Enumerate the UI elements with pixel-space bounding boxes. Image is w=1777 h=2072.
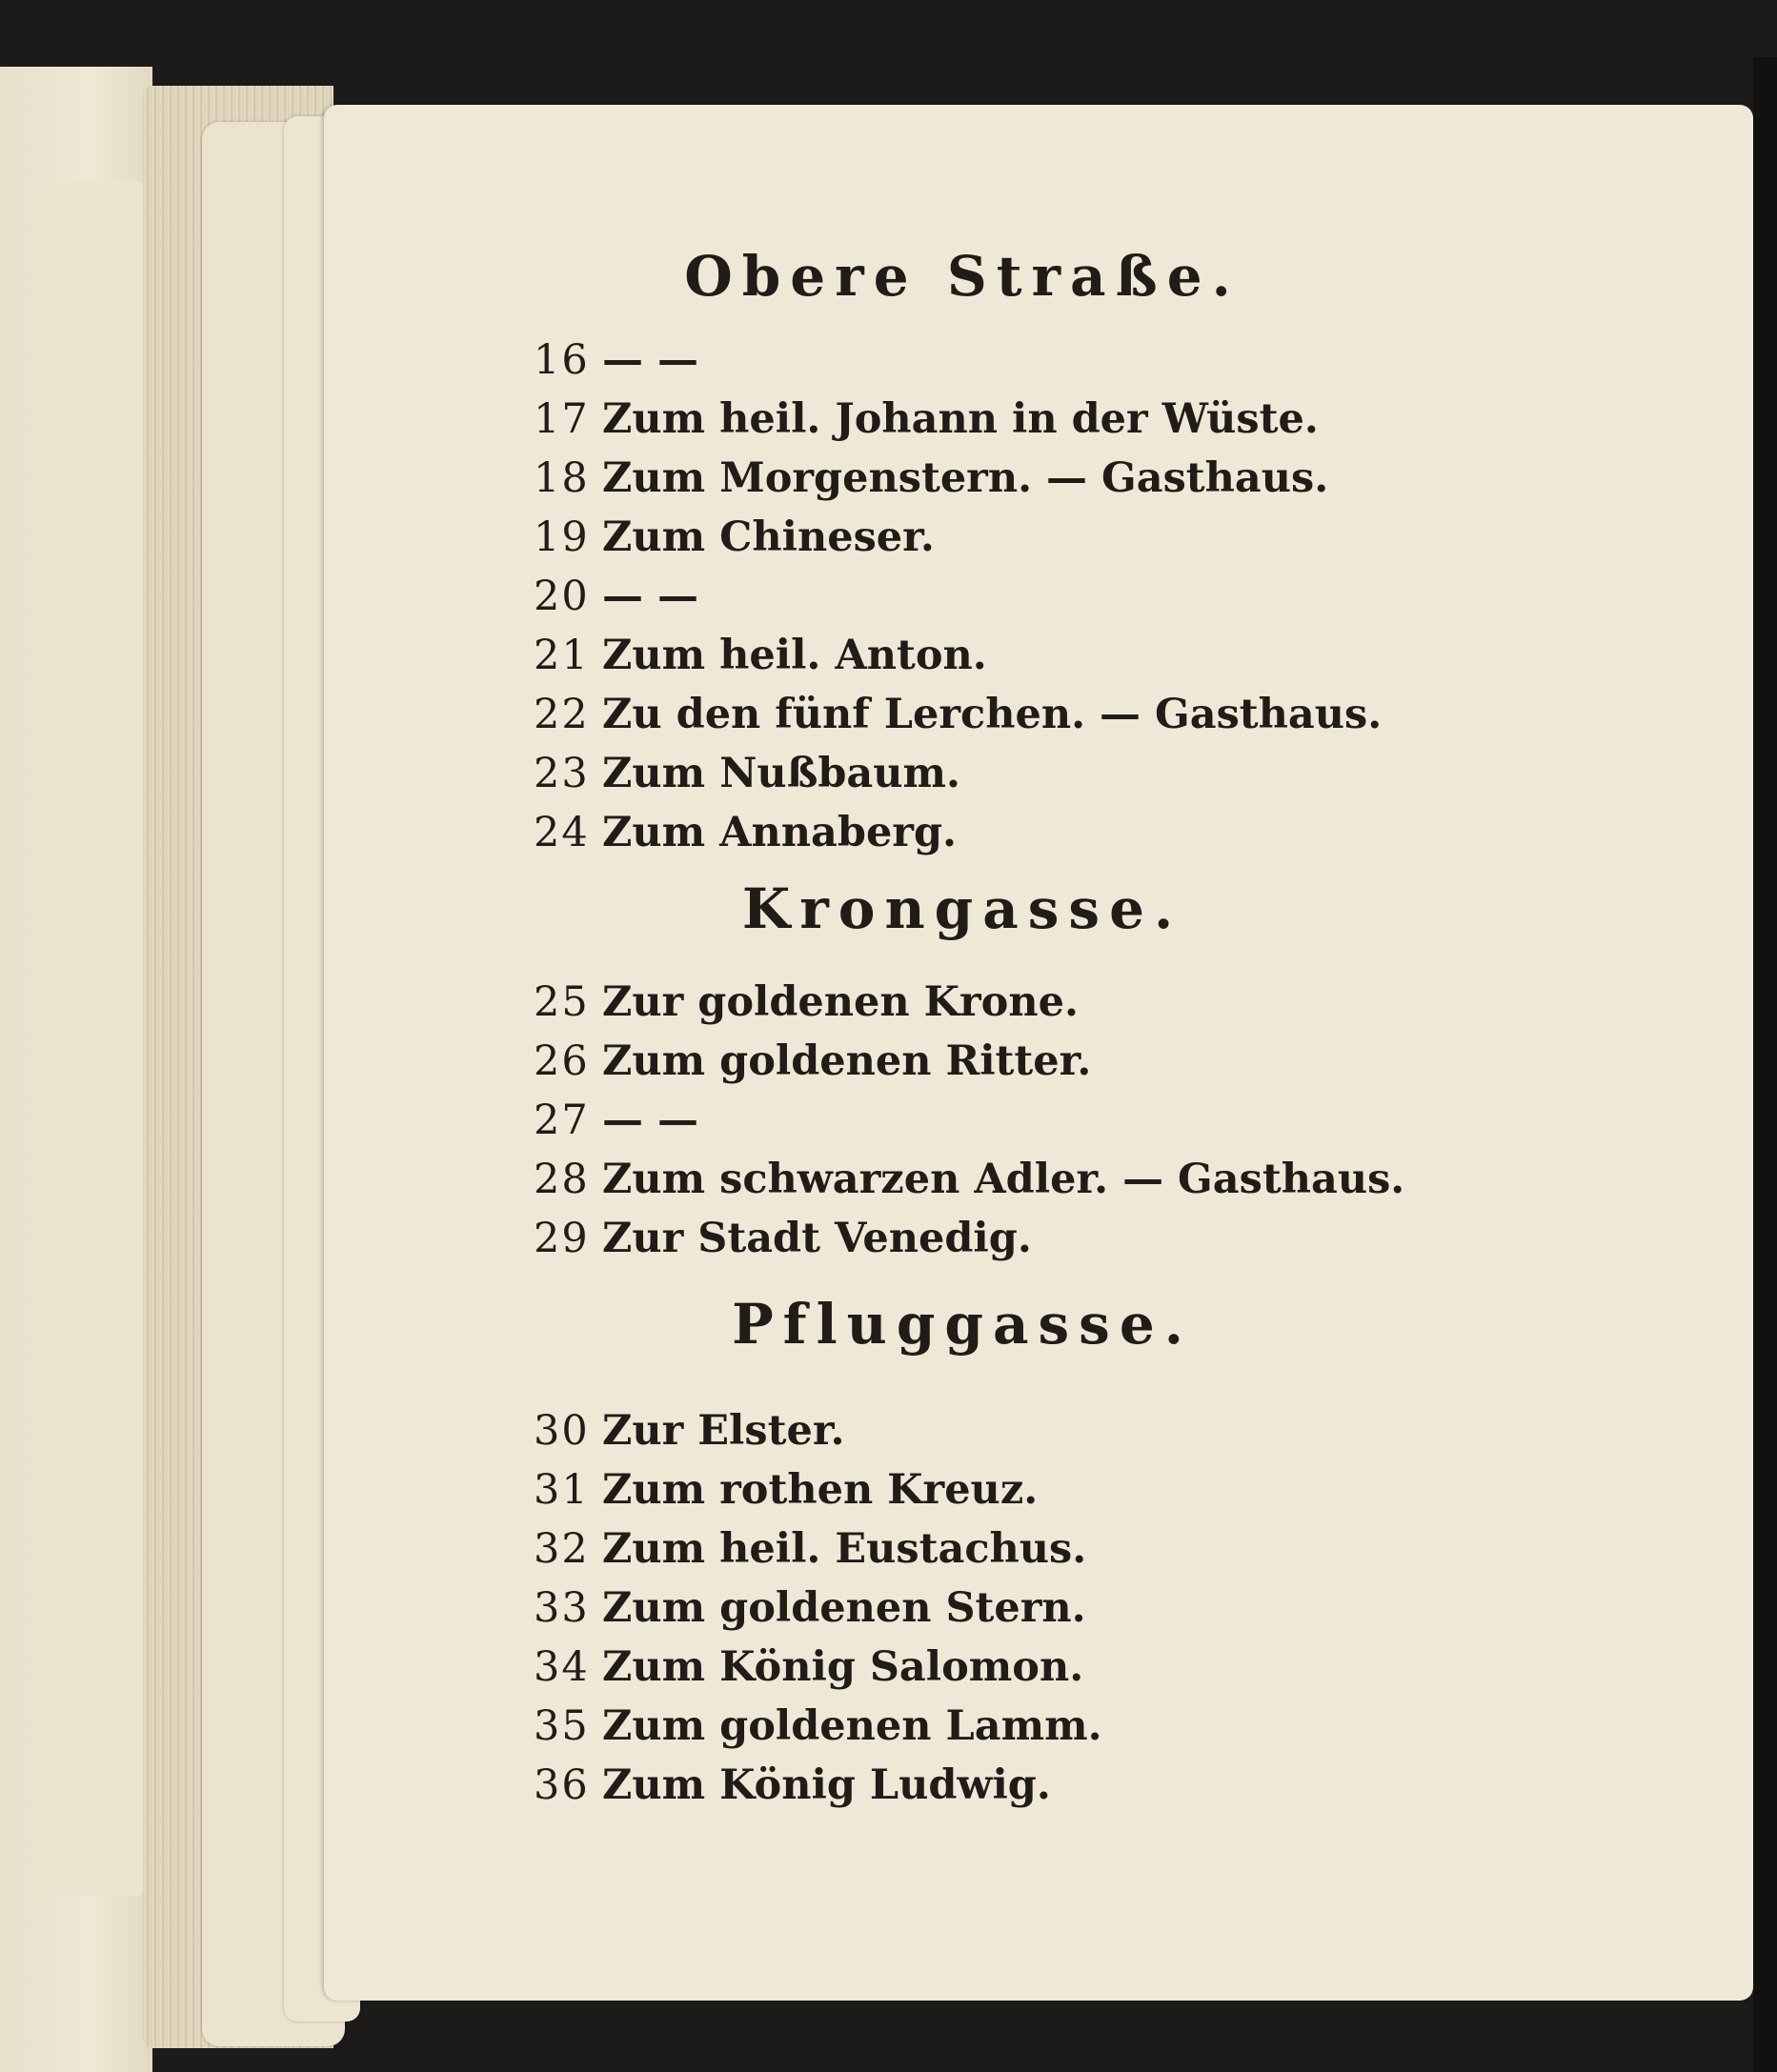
- house-name: Zum Annaberg.: [602, 809, 957, 856]
- book-page: [324, 105, 1753, 2001]
- house-number: 21: [534, 632, 590, 679]
- house-number: 27: [534, 1096, 590, 1144]
- list-item: [534, 508, 1582, 567]
- house-number: 32: [534, 1525, 590, 1573]
- section-heading: Pfluggasse.: [732, 1292, 1193, 1357]
- page-content: [534, 233, 1582, 1815]
- list-item: [534, 1150, 1582, 1209]
- house-number: 34: [534, 1643, 590, 1691]
- house-number: 19: [534, 513, 590, 561]
- house-name: Zur Elster.: [602, 1407, 845, 1455]
- list-item: [534, 973, 1582, 1032]
- house-name: Zum heil. Johann in der Wüste.: [602, 395, 1319, 443]
- house-number: 17: [534, 395, 590, 443]
- house-name: — —: [602, 336, 698, 384]
- book-spine: [1753, 57, 1777, 2072]
- house-number: 20: [534, 573, 590, 620]
- house-number: 18: [534, 454, 590, 502]
- list-item: [534, 1638, 1582, 1697]
- house-number: 23: [534, 750, 590, 797]
- house-name: Zum Morgenstern. — Gasthaus.: [602, 454, 1329, 502]
- section-heading: Obere Straße.: [684, 244, 1241, 309]
- house-name: Zum Chineser.: [602, 513, 935, 561]
- list-item: [534, 1756, 1582, 1815]
- list-item: [534, 1460, 1582, 1519]
- list-item: [534, 1579, 1582, 1638]
- list-item: [534, 1401, 1582, 1460]
- house-name: Zum rothen Kreuz.: [602, 1466, 1039, 1514]
- entry-list: [534, 1401, 1582, 1815]
- house-number: 29: [534, 1215, 590, 1262]
- house-number: 22: [534, 691, 590, 738]
- section-heading: Krongasse.: [741, 876, 1183, 941]
- list-item: [534, 567, 1582, 626]
- house-name: Zum goldenen Stern.: [602, 1584, 1086, 1632]
- house-name: Zum König Ludwig.: [602, 1761, 1051, 1809]
- house-name: Zur goldenen Krone.: [602, 978, 1079, 1026]
- house-number: 31: [534, 1466, 590, 1514]
- left-page-inner: [38, 181, 143, 1896]
- list-item: [534, 1519, 1582, 1579]
- list-item: [534, 1091, 1582, 1150]
- house-name: Zum Nußbaum.: [602, 750, 961, 797]
- house-name: Zum goldenen Ritter.: [602, 1037, 1092, 1085]
- entry-list: [534, 331, 1582, 862]
- house-number: 24: [534, 809, 590, 856]
- list-item: [534, 449, 1582, 508]
- list-item: [534, 331, 1582, 390]
- list-item: [534, 685, 1582, 744]
- house-name: — —: [602, 573, 698, 620]
- house-name: Zu den fünf Lerchen. — Gasthaus.: [602, 691, 1383, 738]
- house-name: Zum heil. Eustachus.: [602, 1525, 1087, 1573]
- list-item: [534, 626, 1582, 685]
- list-item: [534, 1209, 1582, 1268]
- list-item: [534, 1697, 1582, 1756]
- list-item: [534, 744, 1582, 803]
- house-number: 28: [534, 1156, 590, 1203]
- entry-list: [534, 973, 1582, 1268]
- house-name: Zum goldenen Lamm.: [602, 1702, 1102, 1750]
- house-number: 36: [534, 1761, 590, 1809]
- left-page: [0, 67, 152, 2072]
- house-number: 25: [534, 978, 590, 1026]
- list-item: [534, 803, 1582, 862]
- house-number: 35: [534, 1702, 590, 1750]
- house-name: Zum König Salomon.: [602, 1643, 1084, 1691]
- house-number: 30: [534, 1407, 590, 1455]
- house-name: — —: [602, 1096, 698, 1144]
- house-number: 16: [534, 336, 590, 384]
- house-name: Zum schwarzen Adler. — Gasthaus.: [602, 1156, 1405, 1203]
- house-number: 26: [534, 1037, 590, 1085]
- house-number: 33: [534, 1584, 590, 1632]
- house-name: Zur Stadt Venedig.: [602, 1215, 1032, 1262]
- list-item: [534, 1032, 1582, 1091]
- list-item: [534, 390, 1582, 449]
- house-name: Zum heil. Anton.: [602, 632, 987, 679]
